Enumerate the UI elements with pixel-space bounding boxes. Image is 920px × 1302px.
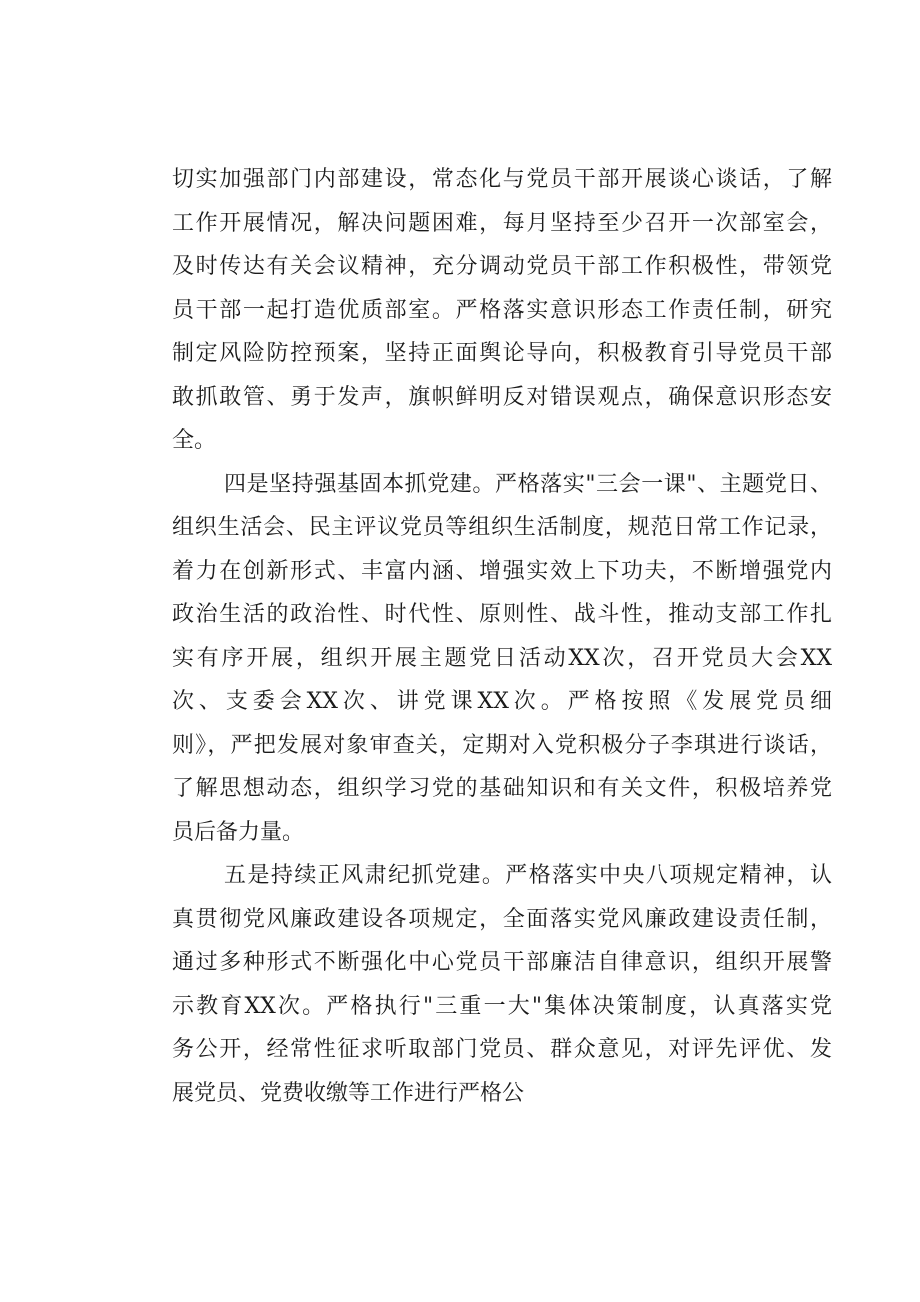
text-line: 组织生活会、民主评议党员等组织生活制度，规范日常工作记录， (172, 515, 832, 540)
paragraph-five-start: 五是持续正风肃纪抓党建。严格落实中央八项规定精神，认 (224, 863, 832, 888)
text-line: 则》，严把发展对象审查关，定期对入党积极分子李琪进行谈话， (172, 732, 832, 758)
text-line: 真贯彻党风廉政建设各项规定，全面落实党风廉政建设责任制， (172, 906, 832, 932)
text-line: 示教育XX次。严格执行"三重一大"集体决策制度，认真落实党 (172, 993, 832, 1019)
text-line: 制定风险防控预案，坚持正面舆论导向，积极教育引导党员干部 (172, 341, 832, 366)
text-line: 及时传达有关会议精神，充分调动党员干部工作积极性，带领党 (172, 254, 832, 279)
text-line: 员后备力量。 (172, 819, 305, 845)
body-text (172, 158, 832, 1115)
text-line: 工作开展情况，解决问题困难，每月坚持至少召开一次部室会， (172, 210, 832, 236)
text-line: 员干部一起打造优质部室。严格落实意识形态工作责任制，研究 (172, 297, 832, 323)
text-line: 着力在创新形式、丰富内涵、增强实效上下功夫，不断增强党内 (172, 558, 832, 584)
text-line: 敢抓敢管、勇于发声，旗帜鲜明反对错误观点，确保意识形态安 (172, 384, 832, 410)
text-line: 切实加强部门内部建设，常态化与党员干部开展谈心谈话，了解 (172, 167, 832, 192)
text-line: 务公开，经常性征求听取部门党员、群众意见，对评先评优、发 (172, 1037, 832, 1062)
text-line: 实有序开展，组织开展主题党日活动XX次，召开党员大会XX (172, 645, 832, 671)
text-line: 次、支委会XX次、讲党课XX次。严格按照《发展党员细 (172, 689, 832, 714)
text-line: 政治生活的政治性、时代性、原则性、战斗性，推动支部工作扎 (172, 602, 832, 627)
paragraph-four-start: 四是坚持强基固本抓党建。严格落实"三会一课"、主题党日、 (224, 471, 832, 497)
text-line: 了解思想动态，组织学习党的基础知识和有关文件，积极培养党 (172, 776, 832, 801)
text-line: 展党员、党费收缴等工作进行严格公 (172, 1080, 525, 1106)
text-line: 通过多种形式不断强化中心党员干部廉洁自律意识，组织开展警 (172, 950, 832, 975)
text-line: 全。 (172, 428, 217, 453)
